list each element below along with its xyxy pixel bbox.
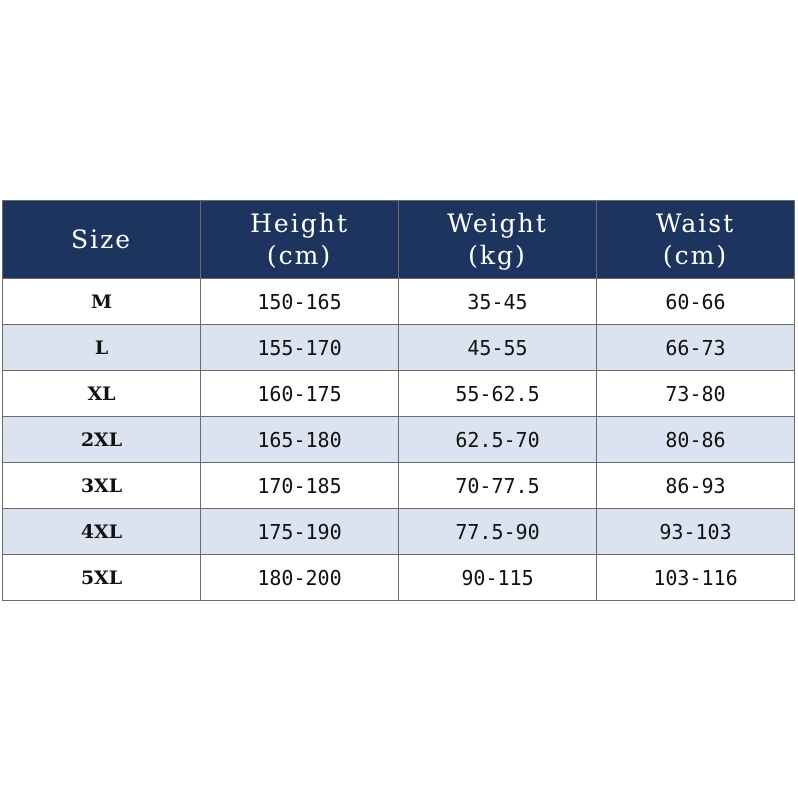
header-height [201, 201, 399, 279]
table-row [3, 463, 795, 509]
weight-cell: 90-115 [399, 555, 597, 601]
header-weight-label: Weight [447, 208, 548, 238]
table-row [3, 417, 795, 463]
table-row [3, 279, 795, 325]
table-row [3, 371, 795, 417]
size-cell: M [3, 279, 201, 325]
height-cell: 165-180 [201, 417, 399, 463]
table-row [3, 325, 795, 371]
header-waist-unit: (cm) [662, 240, 729, 270]
size-chart-table [2, 200, 795, 601]
height-cell: 170-185 [201, 463, 399, 509]
header-weight-unit: (kg) [468, 240, 527, 270]
waist-cell: 86-93 [597, 463, 795, 509]
header-weight [399, 201, 597, 279]
height-cell: 180-200 [201, 555, 399, 601]
size-chart-header [3, 201, 795, 279]
size-cell: 5XL [3, 555, 201, 601]
weight-cell: 45-55 [399, 325, 597, 371]
height-cell: 150-165 [201, 279, 399, 325]
size-cell: 3XL [3, 463, 201, 509]
size-chart-body [3, 279, 795, 601]
waist-cell: 103-116 [597, 555, 795, 601]
waist-cell: 93-103 [597, 509, 795, 555]
header-size-label: Size [70, 224, 133, 254]
height-cell: 175-190 [201, 509, 399, 555]
waist-cell: 66-73 [597, 325, 795, 371]
size-cell: L [3, 325, 201, 371]
header-size [3, 201, 201, 279]
size-cell: XL [3, 371, 201, 417]
header-height-unit: (cm) [266, 240, 333, 270]
waist-cell: 60-66 [597, 279, 795, 325]
size-cell: 2XL [3, 417, 201, 463]
waist-cell: 73-80 [597, 371, 795, 417]
weight-cell: 77.5-90 [399, 509, 597, 555]
size-cell: 4XL [3, 509, 201, 555]
table-row [3, 509, 795, 555]
header-height-label: Height [250, 208, 349, 238]
height-cell: 160-175 [201, 371, 399, 417]
height-cell: 155-170 [201, 325, 399, 371]
waist-cell: 80-86 [597, 417, 795, 463]
weight-cell: 35-45 [399, 279, 597, 325]
header-row [3, 201, 795, 279]
weight-cell: 70-77.5 [399, 463, 597, 509]
weight-cell: 62.5-70 [399, 417, 597, 463]
header-waist-label: Waist [655, 208, 736, 238]
header-waist [597, 201, 795, 279]
weight-cell: 55-62.5 [399, 371, 597, 417]
table-row [3, 555, 795, 601]
